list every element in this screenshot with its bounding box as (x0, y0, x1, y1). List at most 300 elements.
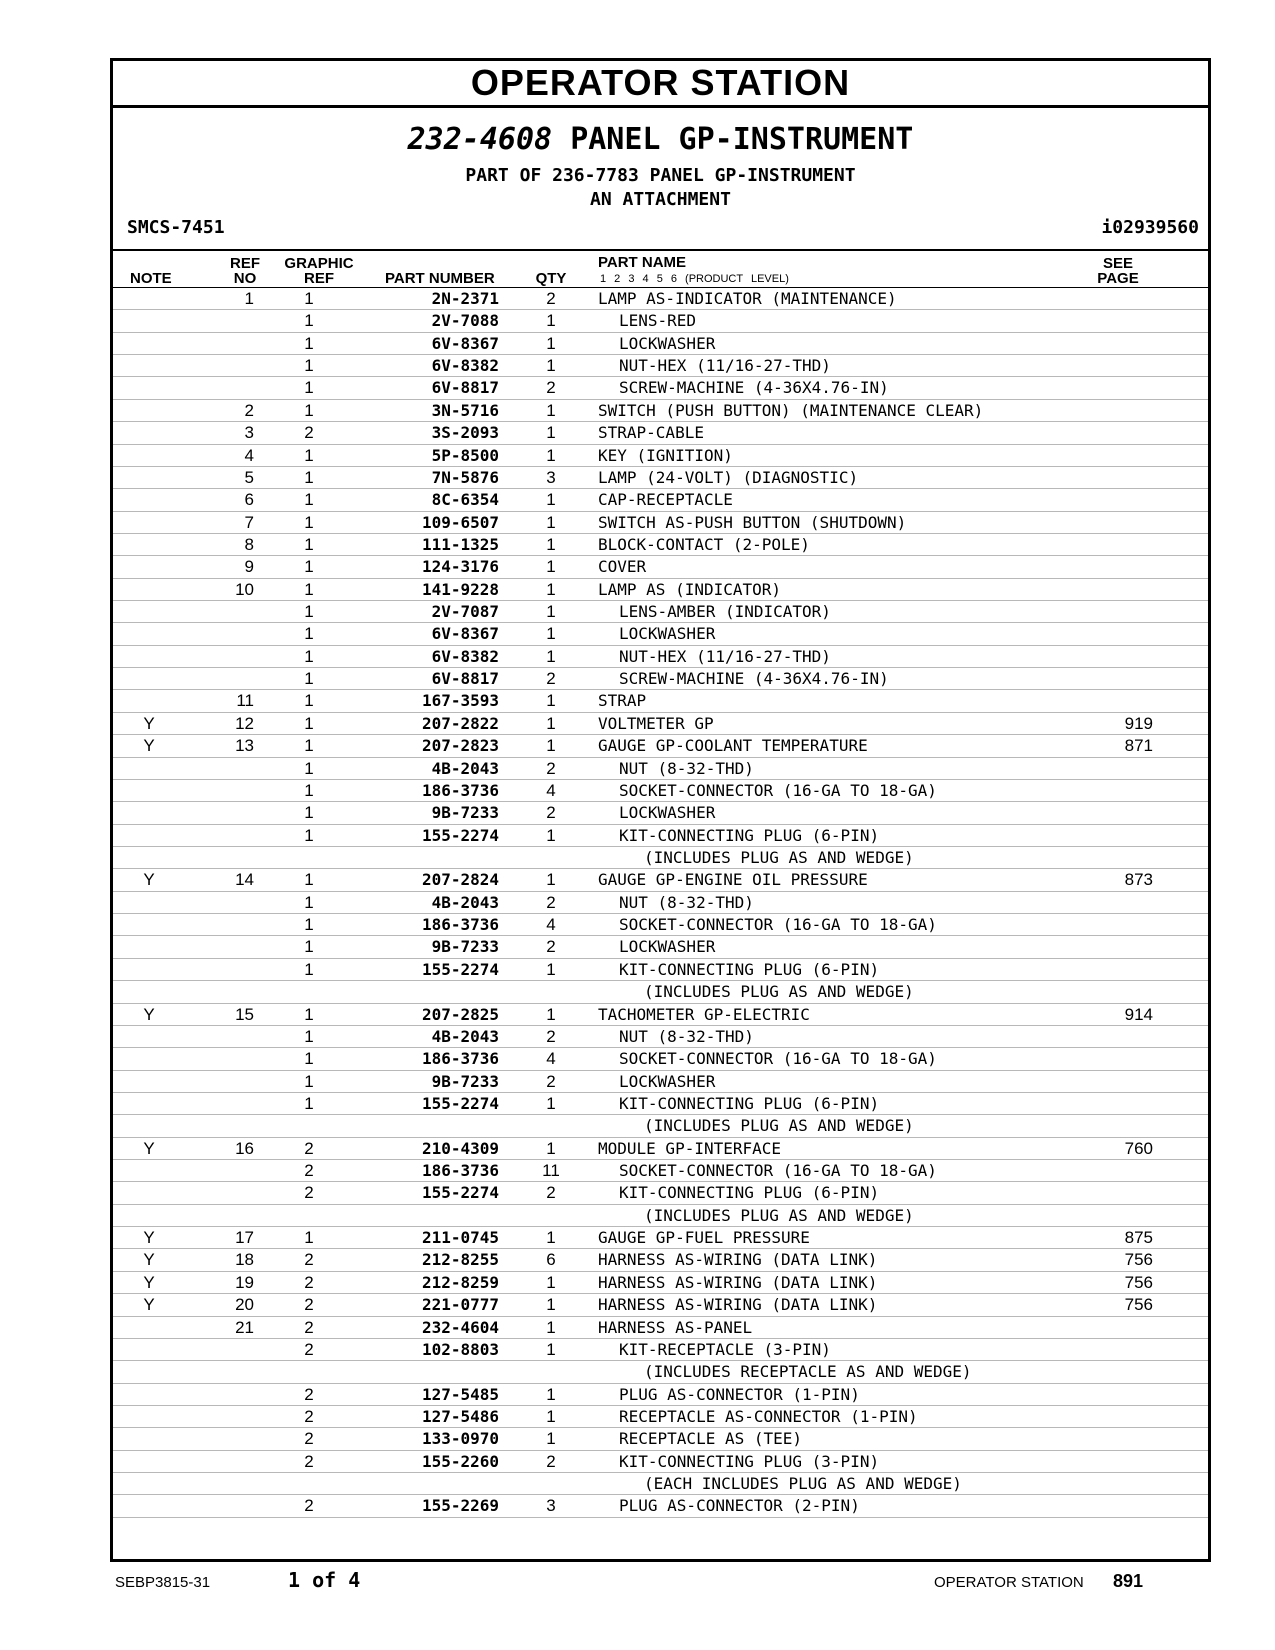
table-row (113, 1048, 1208, 1070)
table-row (113, 1272, 1208, 1294)
ref-no-cell: 2 (244, 400, 254, 420)
graphic-ref-cell: 1 (304, 669, 314, 689)
graphic-ref-cell: 1 (304, 1049, 314, 1069)
qty-cell: 6 (546, 1250, 556, 1270)
table-row (113, 981, 1208, 1003)
graphic-ref-cell: 1 (304, 1093, 314, 1113)
see-page-cell: 875 (1124, 1228, 1153, 1248)
graphic-ref-cell: 2 (304, 1406, 314, 1426)
table-row (113, 1160, 1208, 1182)
part-number-cell: 6V-8382 (431, 356, 499, 376)
ref-no-cell: 17 (235, 1228, 254, 1248)
ref-no-cell: 10 (235, 579, 254, 599)
graphic-ref-cell: 1 (304, 490, 314, 510)
ref-no-cell: 14 (235, 870, 254, 890)
col-ref-bottom: NO (233, 270, 257, 287)
ref-no-cell: 12 (235, 713, 254, 733)
part-number-cell: 232-4604 (421, 1317, 499, 1337)
graphic-ref-cell: 2 (304, 1317, 314, 1337)
qty-cell: 1 (546, 691, 556, 711)
table-row (113, 1406, 1208, 1428)
group-name: PANEL GP-INSTRUMENT (570, 122, 914, 157)
col-graphic-top: GRAPHIC (284, 255, 354, 272)
part-number-cell: 6V-8817 (431, 378, 499, 398)
qty-cell: 1 (546, 602, 556, 622)
graphic-ref-cell: 2 (304, 1451, 314, 1471)
part-number-cell: 6V-8817 (431, 669, 499, 689)
part-name-cell: PLUG AS-CONNECTOR (1-PIN) (619, 1384, 860, 1404)
part-number-cell: 155-2274 (421, 959, 499, 979)
ref-no-cell: 20 (235, 1295, 254, 1315)
see-page-cell: 914 (1124, 1004, 1153, 1024)
graphic-ref-cell: 1 (304, 289, 314, 308)
qty-cell: 1 (546, 356, 556, 376)
see-page-cell: 871 (1124, 736, 1153, 756)
qty-cell: 3 (546, 1496, 556, 1516)
table-row (113, 1294, 1208, 1316)
part-name-cell: GAUGE GP-FUEL PRESSURE (598, 1228, 810, 1248)
part-number-cell: 141-9228 (421, 579, 499, 599)
col-part-number: PART NUMBER (385, 270, 495, 287)
table-row (113, 1249, 1208, 1271)
qty-cell: 1 (546, 579, 556, 599)
part-number-cell: 109-6507 (421, 512, 499, 532)
ref-no-cell: 5 (244, 467, 254, 487)
ref-no-cell: 15 (235, 1004, 254, 1024)
ref-no-cell: 8 (244, 534, 254, 554)
qty-cell: 1 (546, 311, 556, 331)
part-name-cell: KIT-CONNECTING PLUG (6-PIN) (619, 1093, 880, 1113)
qty-cell: 3 (546, 467, 556, 487)
part-name-cell: KIT-RECEPTACLE (3-PIN) (619, 1339, 831, 1359)
part-name-cell: SOCKET-CONNECTOR (16-GA TO 18-GA) (619, 780, 937, 800)
graphic-ref-cell: 1 (304, 736, 314, 756)
part-name-cell: SWITCH AS-PUSH BUTTON (SHUTDOWN) (598, 512, 907, 532)
table-row (113, 1227, 1208, 1249)
part-number-cell: 2N-2371 (431, 289, 499, 308)
qty-cell: 1 (546, 1228, 556, 1248)
footer-doc-number: SEBP3815-31 (115, 1574, 211, 1591)
part-number-cell: 4B-2043 (431, 758, 499, 778)
ref-no-cell: 4 (244, 445, 254, 465)
qty-cell: 1 (546, 959, 556, 979)
graphic-ref-cell: 2 (304, 1183, 314, 1203)
graphic-ref-cell: 1 (304, 892, 314, 912)
graphic-ref-cell: 1 (304, 333, 314, 353)
part-number-cell: 155-2274 (421, 825, 499, 845)
section-title: OPERATOR STATION (113, 61, 1208, 108)
part-number-cell: 155-2260 (421, 1451, 499, 1471)
table-row (113, 914, 1208, 936)
part-name-cell: KIT-CONNECTING PLUG (6-PIN) (619, 825, 880, 845)
table-row (113, 1384, 1208, 1406)
graphic-ref-cell: 2 (304, 1138, 314, 1158)
see-page-cell: 756 (1124, 1295, 1153, 1315)
part-name-cell: NUT (8-32-THD) (619, 892, 754, 912)
table-row (113, 1428, 1208, 1450)
graphic-ref-cell: 1 (304, 512, 314, 532)
part-name-cell: RECEPTACLE AS (TEE) (619, 1429, 803, 1449)
part-name-cell: TACHOMETER GP-ELECTRIC (598, 1004, 810, 1024)
part-number-cell: 124-3176 (421, 557, 499, 577)
graphic-ref-cell: 2 (304, 1429, 314, 1449)
part-name-cell: LAMP AS (INDICATOR) (598, 579, 782, 599)
graphic-ref-cell: 2 (304, 1339, 314, 1359)
part-number-cell: 207-2822 (421, 713, 499, 733)
col-part-name: PART NAME (598, 254, 687, 271)
part-number-cell: 6V-8367 (431, 624, 499, 644)
part-name-cell: MODULE GP-INTERFACE (598, 1138, 782, 1158)
col-qty: QTY (535, 270, 567, 287)
part-name-cell: HARNESS AS-WIRING (DATA LINK) (598, 1295, 878, 1315)
qty-cell: 1 (546, 1429, 556, 1449)
ref-no-cell: 11 (236, 691, 254, 711)
illustration-id: i02939560 (1101, 217, 1199, 238)
graphic-ref-cell: 1 (304, 1071, 314, 1091)
footer-page-number: 891 (1113, 1571, 1144, 1591)
qty-cell: 1 (546, 1384, 556, 1404)
qty-cell: 1 (546, 557, 556, 577)
qty-cell: 4 (546, 780, 556, 800)
part-name-cell: (INCLUDES RECEPTACLE AS AND WEDGE) (644, 1362, 972, 1382)
ref-no-cell: 3 (244, 423, 254, 443)
note-cell: Y (143, 713, 155, 733)
qty-cell: 2 (546, 669, 556, 689)
note-cell: Y (143, 1272, 155, 1292)
qty-cell: 2 (546, 289, 556, 308)
part-name-cell: SCREW-MACHINE (4-36X4.76-IN) (619, 669, 889, 689)
part-name-cell: LOCKWASHER (619, 803, 716, 823)
graphic-ref-cell: 1 (304, 602, 314, 622)
table-row (113, 713, 1208, 735)
part-number-cell: 155-2274 (421, 1183, 499, 1203)
table-row (113, 288, 1208, 310)
graphic-ref-cell: 1 (304, 445, 314, 465)
graphic-ref-cell: 1 (304, 937, 314, 957)
ref-no-cell: 18 (235, 1250, 254, 1270)
part-name-cell: (EACH INCLUDES PLUG AS AND WEDGE) (644, 1474, 962, 1494)
table-row (113, 445, 1208, 467)
graphic-ref-cell: 1 (304, 400, 314, 420)
ref-no-cell: 21 (235, 1317, 254, 1337)
part-name-cell: STRAP-CABLE (598, 423, 704, 443)
table-row (113, 646, 1208, 668)
part-number-cell: 3N-5716 (431, 400, 499, 420)
footer-section: OPERATOR STATION (934, 1574, 1084, 1591)
see-page-cell: 756 (1124, 1250, 1153, 1270)
ref-no-cell: 19 (235, 1272, 254, 1292)
graphic-ref-cell: 1 (304, 557, 314, 577)
qty-cell: 2 (546, 937, 556, 957)
part-name-cell: HARNESS AS-WIRING (DATA LINK) (598, 1272, 878, 1292)
qty-cell: 1 (546, 1295, 556, 1315)
table-row (113, 1093, 1208, 1115)
qty-cell: 1 (546, 825, 556, 845)
note-cell: Y (143, 1004, 155, 1024)
note-cell: Y (143, 1295, 155, 1315)
table-row (113, 1339, 1208, 1361)
table-row (113, 355, 1208, 377)
part-number-cell: 221-0777 (421, 1295, 499, 1315)
note-cell: Y (143, 1228, 155, 1248)
ref-no-cell: 7 (244, 512, 254, 532)
table-row (113, 310, 1208, 332)
table-row (113, 400, 1208, 422)
ref-no-cell: 13 (235, 736, 254, 756)
graphic-ref-cell: 1 (304, 311, 314, 331)
graphic-ref-cell: 1 (304, 758, 314, 778)
table-row (113, 936, 1208, 958)
part-number-cell: 207-2824 (421, 870, 499, 890)
qty-cell: 1 (546, 1272, 556, 1292)
part-number-cell: 6V-8367 (431, 333, 499, 353)
part-name-cell: COVER (598, 557, 647, 577)
table-row (113, 847, 1208, 869)
table-row (113, 869, 1208, 891)
qty-cell: 1 (546, 870, 556, 890)
graphic-ref-cell: 2 (304, 1250, 314, 1270)
column-headers (113, 251, 1208, 288)
graphic-ref-cell: 1 (304, 870, 314, 890)
qty-cell: 1 (546, 736, 556, 756)
graphic-ref-cell: 1 (304, 1228, 314, 1248)
part-name-cell: SOCKET-CONNECTOR (16-GA TO 18-GA) (619, 1161, 937, 1181)
graphic-ref-cell: 2 (304, 423, 314, 443)
graphic-ref-cell: 2 (304, 1272, 314, 1292)
graphic-ref-cell: 1 (304, 356, 314, 376)
part-name-cell: LENS-AMBER (INDICATOR) (619, 602, 831, 622)
qty-cell: 2 (546, 1451, 556, 1471)
qty-cell: 4 (546, 1049, 556, 1069)
part-number-cell: 2V-7088 (431, 311, 499, 331)
graphic-ref-cell: 1 (304, 624, 314, 644)
part-name-cell: SWITCH (PUSH BUTTON) (MAINTENANCE CLEAR) (598, 400, 984, 420)
part-number-cell: 9B-7233 (431, 937, 499, 957)
graphic-ref-cell: 1 (304, 1004, 314, 1024)
part-name-cell: NUT-HEX (11/16-27-THD) (619, 356, 831, 376)
col-see-top: SEE (1102, 255, 1133, 272)
graphic-ref-cell: 1 (304, 959, 314, 979)
attachment-line: AN ATTACHMENT (590, 189, 731, 210)
see-page-cell: 873 (1124, 870, 1153, 890)
note-cell: Y (143, 736, 155, 756)
table-row (113, 377, 1208, 399)
table-row (113, 1071, 1208, 1093)
part-name-cell: (INCLUDES PLUG AS AND WEDGE) (644, 1205, 914, 1225)
parts-list-frame (110, 58, 1211, 1562)
qty-cell: 1 (546, 445, 556, 465)
graphic-ref-cell: 1 (304, 780, 314, 800)
table-row (113, 467, 1208, 489)
qty-cell: 2 (546, 803, 556, 823)
part-number-cell: 207-2825 (421, 1004, 499, 1024)
part-name-cell: LOCKWASHER (619, 624, 716, 644)
part-of-line: PART OF 236-7783 PANEL GP-INSTRUMENT (465, 165, 856, 186)
qty-cell: 2 (546, 758, 556, 778)
part-name-cell: (INCLUDES PLUG AS AND WEDGE) (644, 847, 914, 867)
qty-cell: 2 (546, 378, 556, 398)
col-see-bottom: PAGE (1097, 270, 1139, 287)
part-number-cell: 155-2274 (421, 1093, 499, 1113)
part-name-cell: PLUG AS-CONNECTOR (2-PIN) (619, 1496, 860, 1516)
part-name-cell: NUT-HEX (11/16-27-THD) (619, 646, 831, 666)
part-number-cell: 2V-7087 (431, 602, 499, 622)
part-name-cell: LOCKWASHER (619, 1071, 716, 1091)
table-row (113, 892, 1208, 914)
see-page-cell: 760 (1124, 1138, 1153, 1158)
part-number-cell: 7N-5876 (431, 467, 499, 487)
table-row (113, 1361, 1208, 1383)
part-number-cell: 4B-2043 (431, 892, 499, 912)
graphic-ref-cell: 1 (304, 1026, 314, 1046)
part-name-cell: SOCKET-CONNECTOR (16-GA TO 18-GA) (619, 1049, 937, 1069)
ref-no-cell: 1 (244, 289, 254, 308)
col-note: NOTE (130, 270, 172, 287)
parts-table-body (113, 288, 1208, 1518)
part-number-cell: 127-5486 (421, 1406, 499, 1426)
part-name-cell: NUT (8-32-THD) (619, 1026, 754, 1046)
part-number-cell: 155-2269 (421, 1496, 499, 1516)
part-name-cell: KIT-CONNECTING PLUG (3-PIN) (619, 1451, 880, 1471)
qty-cell: 1 (546, 534, 556, 554)
table-row (113, 959, 1208, 981)
graphic-ref-cell: 1 (304, 467, 314, 487)
qty-cell: 2 (546, 1183, 556, 1203)
part-number-cell: 6V-8382 (431, 646, 499, 666)
table-row (113, 333, 1208, 355)
table-row (113, 758, 1208, 780)
part-name-cell: LAMP AS-INDICATOR (MAINTENANCE) (598, 289, 897, 308)
part-number-cell: 133-0970 (421, 1429, 499, 1449)
part-number-cell: 8C-6354 (431, 490, 499, 510)
part-number-cell: 186-3736 (421, 1161, 499, 1181)
note-cell: Y (143, 1250, 155, 1270)
ref-no-cell: 6 (244, 490, 254, 510)
table-row (113, 735, 1208, 757)
part-name-cell: CAP-RECEPTACLE (598, 490, 733, 510)
part-number-cell: 212-8255 (421, 1250, 499, 1270)
part-name-cell: BLOCK-CONTACT (2-POLE) (598, 534, 810, 554)
part-name-cell: GAUGE GP-ENGINE OIL PRESSURE (598, 870, 868, 890)
part-name-cell: LENS-RED (619, 311, 697, 331)
ref-no-cell: 9 (244, 557, 254, 577)
part-name-cell: RECEPTACLE AS-CONNECTOR (1-PIN) (619, 1406, 918, 1426)
part-number-cell: 102-8803 (421, 1339, 499, 1359)
graphic-ref-cell: 2 (304, 1496, 314, 1516)
part-name-cell: NUT (8-32-THD) (619, 758, 754, 778)
group-title (113, 122, 1208, 157)
table-row (113, 1182, 1208, 1204)
part-number-cell: 211-0745 (421, 1228, 499, 1248)
graphic-ref-cell: 1 (304, 691, 314, 711)
graphic-ref-cell: 2 (304, 1161, 314, 1181)
see-page-cell: 919 (1124, 713, 1153, 733)
part-name-cell: HARNESS AS-WIRING (DATA LINK) (598, 1250, 878, 1270)
table-row (113, 802, 1208, 824)
part-name-cell: KIT-CONNECTING PLUG (6-PIN) (619, 959, 880, 979)
part-name-cell: SCREW-MACHINE (4-36X4.76-IN) (619, 378, 889, 398)
graphic-ref-cell: 1 (304, 534, 314, 554)
table-row (113, 690, 1208, 712)
qty-cell: 1 (546, 624, 556, 644)
part-name-cell: GAUGE GP-COOLANT TEMPERATURE (598, 736, 868, 756)
part-name-cell: KEY (IGNITION) (598, 445, 733, 465)
part-name-cell: VOLTMETER GP (598, 713, 714, 733)
part-number-cell: 207-2823 (421, 736, 499, 756)
part-number-cell: 186-3736 (421, 1049, 499, 1069)
note-cell: Y (143, 870, 155, 890)
table-row (113, 422, 1208, 444)
ref-no-cell: 16 (235, 1138, 254, 1158)
part-number-cell: 3S-2093 (431, 423, 499, 443)
table-row (113, 1205, 1208, 1227)
col-graphic-bottom: REF (304, 270, 334, 287)
table-row (113, 1026, 1208, 1048)
qty-cell: 1 (546, 1317, 556, 1337)
qty-cell: 1 (546, 646, 556, 666)
graphic-ref-cell: 1 (304, 579, 314, 599)
table-row (113, 512, 1208, 534)
col-product-level: 1 2 3 4 5 6 (PRODUCT LEVEL) (600, 273, 789, 285)
qty-cell: 1 (546, 333, 556, 353)
qty-cell: 1 (546, 1004, 556, 1024)
part-name-cell: HARNESS AS-PANEL (598, 1317, 753, 1337)
table-row (113, 1473, 1208, 1495)
group-number: 232-4608 (407, 122, 553, 157)
part-name-cell: LOCKWASHER (619, 333, 716, 353)
qty-cell: 1 (546, 512, 556, 532)
part-number-cell: 212-8259 (421, 1272, 499, 1292)
qty-cell: 4 (546, 915, 556, 935)
graphic-ref-cell: 2 (304, 1384, 314, 1404)
col-ref-top: REF (230, 255, 260, 272)
part-name-cell: LAMP (24-VOLT) (DIAGNOSTIC) (598, 467, 859, 487)
graphic-ref-cell: 1 (304, 646, 314, 666)
qty-cell: 1 (546, 1339, 556, 1359)
part-number-cell: 111-1325 (421, 534, 499, 554)
table-row (113, 601, 1208, 623)
table-row (113, 1317, 1208, 1339)
table-row (113, 489, 1208, 511)
qty-cell: 1 (546, 400, 556, 420)
part-name-cell: STRAP (598, 691, 647, 711)
qty-cell: 1 (546, 713, 556, 733)
part-number-cell: 4B-2043 (431, 1026, 499, 1046)
qty-cell: 1 (546, 1093, 556, 1113)
part-number-cell: 9B-7233 (431, 1071, 499, 1091)
graphic-ref-cell: 1 (304, 713, 314, 733)
table-row (113, 579, 1208, 601)
table-row (113, 1004, 1208, 1026)
graphic-ref-cell: 1 (304, 803, 314, 823)
qty-cell: 1 (546, 490, 556, 510)
table-row (113, 825, 1208, 847)
qty-cell: 1 (546, 1406, 556, 1426)
table-row (113, 780, 1208, 802)
part-number-cell: 167-3593 (421, 691, 499, 711)
qty-cell: 2 (546, 1026, 556, 1046)
table-row (113, 623, 1208, 645)
smcs-code: SMCS-7451 (127, 217, 225, 238)
part-number-cell: 210-4309 (421, 1138, 499, 1158)
table-row (113, 534, 1208, 556)
part-number-cell: 127-5485 (421, 1384, 499, 1404)
table-row (113, 668, 1208, 690)
part-number-cell: 9B-7233 (431, 803, 499, 823)
note-cell: Y (143, 1138, 155, 1158)
graphic-ref-cell: 1 (304, 825, 314, 845)
qty-cell: 1 (546, 1138, 556, 1158)
